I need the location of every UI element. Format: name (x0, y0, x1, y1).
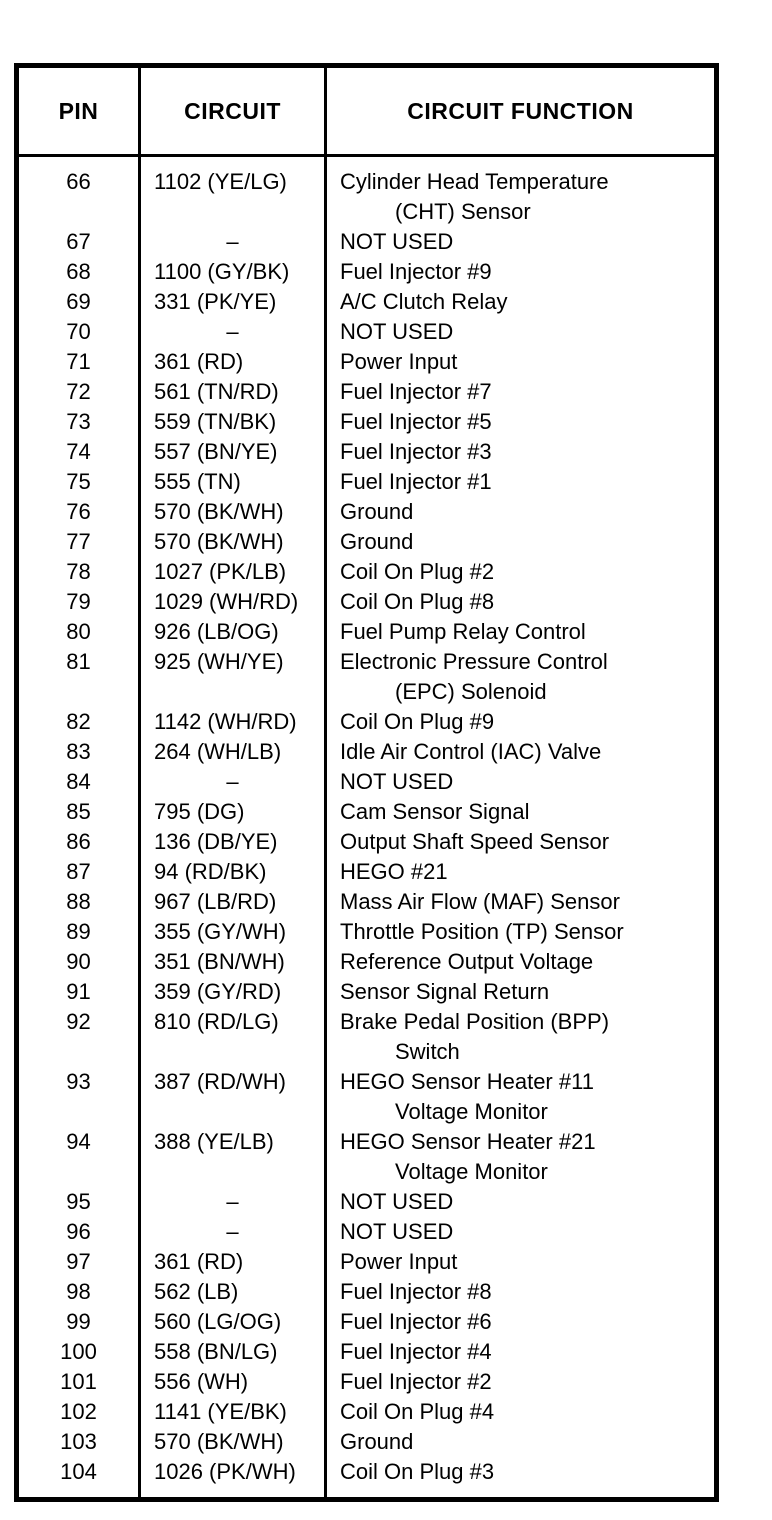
function-line: (EPC) Solenoid (395, 679, 547, 704)
pin-cell: 99 (66, 1309, 91, 1334)
function-line: Fuel Injector #2 (340, 1369, 492, 1394)
circuit-cell: 1142 (WH/RD) (140, 707, 326, 737)
function-cell (326, 557, 717, 587)
function-line: Ground (340, 1429, 414, 1454)
pin-cell: 87 (66, 859, 91, 884)
column-header-circuit-function: CIRCUIT FUNCTION (326, 66, 717, 156)
function-cell (326, 1427, 717, 1457)
table-row (17, 227, 717, 257)
table-row (17, 977, 717, 1007)
function-cell (326, 467, 717, 497)
circuit-cell: 561 (TN/RD) (140, 377, 326, 407)
pin-cell: 76 (66, 499, 91, 524)
function-cell (326, 1277, 717, 1307)
circuit-cell: 1026 (PK/WH) (140, 1457, 326, 1500)
circuit-cell: 562 (LB) (140, 1277, 326, 1307)
circuit-cell: 810 (RD/LG) (140, 1007, 326, 1067)
circuit-cell: 556 (WH) (140, 1367, 326, 1397)
function-cell (326, 347, 717, 377)
circuit-cell: 795 (DG) (140, 797, 326, 827)
pin-cell: 77 (66, 529, 91, 554)
circuit-cell: – (140, 767, 326, 797)
pin-cell: 91 (66, 979, 91, 1004)
table-row (17, 827, 717, 857)
table-body (17, 156, 717, 1500)
circuit-cell: 355 (GY/WH) (140, 917, 326, 947)
pin-cell: 72 (66, 379, 91, 404)
function-line: Fuel Injector #1 (340, 469, 492, 494)
pin-cell: 100 (60, 1339, 97, 1364)
function-line: Fuel Pump Relay Control (340, 619, 586, 644)
circuit-cell: 1100 (GY/BK) (140, 257, 326, 287)
table-row (17, 1457, 717, 1500)
function-line: Coil On Plug #2 (340, 559, 495, 584)
pin-cell: 73 (66, 409, 91, 434)
pin-cell: 70 (66, 319, 91, 344)
pin-cell: 104 (60, 1459, 97, 1484)
table-row (17, 467, 717, 497)
function-cell (326, 437, 717, 467)
table-row (17, 647, 717, 707)
pin-cell: 97 (66, 1249, 91, 1274)
table-row (17, 557, 717, 587)
table-header (17, 66, 717, 156)
function-line: Power Input (340, 1249, 458, 1274)
table-row (17, 257, 717, 287)
function-line: (CHT) Sensor (395, 199, 531, 224)
pin-cell: 75 (66, 469, 91, 494)
function-line: Electronic Pressure Control (340, 649, 608, 674)
function-line: Coil On Plug #4 (340, 1399, 495, 1424)
circuit-cell: 387 (RD/WH) (140, 1067, 326, 1127)
pin-cell: 102 (60, 1399, 97, 1424)
table-row (17, 917, 717, 947)
function-line: Fuel Injector #7 (340, 379, 492, 404)
function-line: Mass Air Flow (MAF) Sensor (340, 889, 620, 914)
function-line: Cam Sensor Signal (340, 799, 530, 824)
function-line: Idle Air Control (IAC) Valve (340, 739, 602, 764)
function-line: Ground (340, 529, 414, 554)
table-row (17, 407, 717, 437)
function-cell (326, 1067, 717, 1127)
function-cell (326, 1217, 717, 1247)
function-line: Voltage Monitor (395, 1159, 548, 1184)
column-header-pin: PIN (17, 66, 140, 156)
function-cell (326, 1127, 717, 1187)
circuit-cell: 1027 (PK/LB) (140, 557, 326, 587)
function-cell (326, 1187, 717, 1217)
pin-cell: 67 (66, 229, 91, 254)
pin-cell: 96 (66, 1219, 91, 1244)
pin-cell: 69 (66, 289, 91, 314)
function-line: Coil On Plug #3 (340, 1459, 495, 1484)
circuit-cell: – (140, 227, 326, 257)
circuit-cell: 925 (WH/YE) (140, 647, 326, 707)
circuit-cell: 1102 (YE/LG) (140, 156, 326, 228)
function-line: Voltage Monitor (395, 1099, 548, 1124)
table-row (17, 1427, 717, 1457)
pin-cell: 78 (66, 559, 91, 584)
pin-cell: 98 (66, 1279, 91, 1304)
circuit-cell: – (140, 1187, 326, 1217)
circuit-cell: 559 (TN/BK) (140, 407, 326, 437)
table-row (17, 1307, 717, 1337)
circuit-cell: 331 (PK/YE) (140, 287, 326, 317)
table-row (17, 347, 717, 377)
pin-cell: 95 (66, 1189, 91, 1214)
function-cell (326, 917, 717, 947)
pin-cell: 74 (66, 439, 91, 464)
function-cell (326, 977, 717, 1007)
function-line: Brake Pedal Position (BPP) (340, 1009, 610, 1034)
circuit-cell: 264 (WH/LB) (140, 737, 326, 767)
function-cell (326, 1307, 717, 1337)
circuit-cell: 388 (YE/LB) (140, 1127, 326, 1187)
circuit-cell: 570 (BK/WH) (140, 1427, 326, 1457)
function-cell (326, 527, 717, 557)
function-line: Power Input (340, 349, 458, 374)
column-header-circuit: CIRCUIT (140, 66, 326, 156)
circuit-cell: 351 (BN/WH) (140, 947, 326, 977)
function-line: HEGO #21 (340, 859, 448, 884)
pin-cell: 101 (60, 1369, 97, 1394)
function-cell (326, 887, 717, 917)
function-line: Switch (395, 1039, 460, 1064)
function-line: Cylinder Head Temperature (340, 169, 609, 194)
table-row (17, 857, 717, 887)
function-line: Throttle Position (TP) Sensor (340, 919, 624, 944)
circuit-cell: 1029 (WH/RD) (140, 587, 326, 617)
pin-cell: 80 (66, 619, 91, 644)
circuit-cell: – (140, 317, 326, 347)
table-row (17, 887, 717, 917)
function-cell (326, 797, 717, 827)
pin-cell: 85 (66, 799, 91, 824)
function-cell (326, 156, 717, 228)
table-row (17, 1067, 717, 1127)
pin-cell: 79 (66, 589, 91, 614)
table-row (17, 1277, 717, 1307)
circuit-cell: 557 (BN/YE) (140, 437, 326, 467)
table-row (17, 707, 717, 737)
circuit-cell: 926 (LB/OG) (140, 617, 326, 647)
function-cell (326, 1007, 717, 1067)
table-row (17, 437, 717, 467)
pin-cell: 89 (66, 919, 91, 944)
pin-cell: 84 (66, 769, 91, 794)
function-line: Reference Output Voltage (340, 949, 594, 974)
circuit-cell: 94 (RD/BK) (140, 857, 326, 887)
circuit-cell: 361 (RD) (140, 347, 326, 377)
table-row (17, 1337, 717, 1367)
circuit-cell: – (140, 1217, 326, 1247)
table-row (17, 1007, 717, 1067)
function-cell (326, 317, 717, 347)
function-line: NOT USED (340, 229, 454, 254)
function-line: HEGO Sensor Heater #21 (340, 1129, 596, 1154)
function-cell (326, 587, 717, 617)
function-cell (326, 647, 717, 707)
function-cell (326, 1457, 717, 1500)
function-line: NOT USED (340, 1219, 454, 1244)
function-cell (326, 1397, 717, 1427)
circuit-cell: 967 (LB/RD) (140, 887, 326, 917)
table-row (17, 617, 717, 647)
function-cell (326, 287, 717, 317)
function-line: Fuel Injector #4 (340, 1339, 492, 1364)
function-cell (326, 1367, 717, 1397)
pin-cell: 66 (66, 169, 91, 194)
pin-cell: 93 (66, 1069, 91, 1094)
function-cell (326, 1337, 717, 1367)
pin-cell: 88 (66, 889, 91, 914)
table-row (17, 527, 717, 557)
function-line: Coil On Plug #8 (340, 589, 495, 614)
table-row (17, 797, 717, 827)
function-cell (326, 767, 717, 797)
table-row (17, 1187, 717, 1217)
function-line: NOT USED (340, 1189, 454, 1214)
circuit-cell: 359 (GY/RD) (140, 977, 326, 1007)
header-row (17, 66, 717, 156)
table-row (17, 1127, 717, 1187)
function-line: Fuel Injector #3 (340, 439, 492, 464)
circuit-cell: 560 (LG/OG) (140, 1307, 326, 1337)
function-cell (326, 707, 717, 737)
table-row (17, 156, 717, 228)
function-line: A/C Clutch Relay (340, 289, 508, 314)
pinout-table (14, 63, 719, 1502)
function-cell (326, 407, 717, 437)
pin-cell: 82 (66, 709, 91, 734)
function-cell (326, 857, 717, 887)
circuit-cell: 555 (TN) (140, 467, 326, 497)
table-row (17, 1367, 717, 1397)
function-line: Fuel Injector #8 (340, 1279, 492, 1304)
table-row (17, 317, 717, 347)
table-row (17, 737, 717, 767)
table-row (17, 377, 717, 407)
function-cell (326, 1247, 717, 1277)
function-line: HEGO Sensor Heater #11 (340, 1069, 594, 1094)
function-cell (326, 497, 717, 527)
table-row (17, 947, 717, 977)
function-cell (326, 377, 717, 407)
function-cell (326, 227, 717, 257)
pin-cell: 81 (66, 649, 91, 674)
pin-cell: 71 (66, 349, 91, 374)
pin-cell: 90 (66, 949, 91, 974)
table-row (17, 767, 717, 797)
function-cell (326, 827, 717, 857)
circuit-cell: 570 (BK/WH) (140, 497, 326, 527)
pin-cell: 86 (66, 829, 91, 854)
function-line: Fuel Injector #6 (340, 1309, 492, 1334)
pin-cell: 94 (66, 1129, 91, 1154)
pin-cell: 83 (66, 739, 91, 764)
pin-cell: 68 (66, 259, 91, 284)
function-cell (326, 737, 717, 767)
function-line: Ground (340, 499, 414, 524)
table-row (17, 1397, 717, 1427)
function-line: NOT USED (340, 769, 454, 794)
function-cell (326, 617, 717, 647)
function-line: Coil On Plug #9 (340, 709, 495, 734)
function-line: Sensor Signal Return (340, 979, 550, 1004)
table-row (17, 1217, 717, 1247)
circuit-cell: 570 (BK/WH) (140, 527, 326, 557)
circuit-cell: 361 (RD) (140, 1247, 326, 1277)
function-cell (326, 947, 717, 977)
function-cell (326, 257, 717, 287)
table-row (17, 1247, 717, 1277)
function-line: NOT USED (340, 319, 454, 344)
circuit-cell: 136 (DB/YE) (140, 827, 326, 857)
table-row (17, 287, 717, 317)
function-line: Fuel Injector #5 (340, 409, 492, 434)
table-row (17, 587, 717, 617)
pin-cell: 103 (60, 1429, 97, 1454)
table-row (17, 497, 717, 527)
circuit-cell: 558 (BN/LG) (140, 1337, 326, 1367)
function-line: Output Shaft Speed Sensor (340, 829, 610, 854)
pin-cell: 92 (66, 1009, 91, 1034)
circuit-cell: 1141 (YE/BK) (140, 1397, 326, 1427)
function-line: Fuel Injector #9 (340, 259, 492, 284)
